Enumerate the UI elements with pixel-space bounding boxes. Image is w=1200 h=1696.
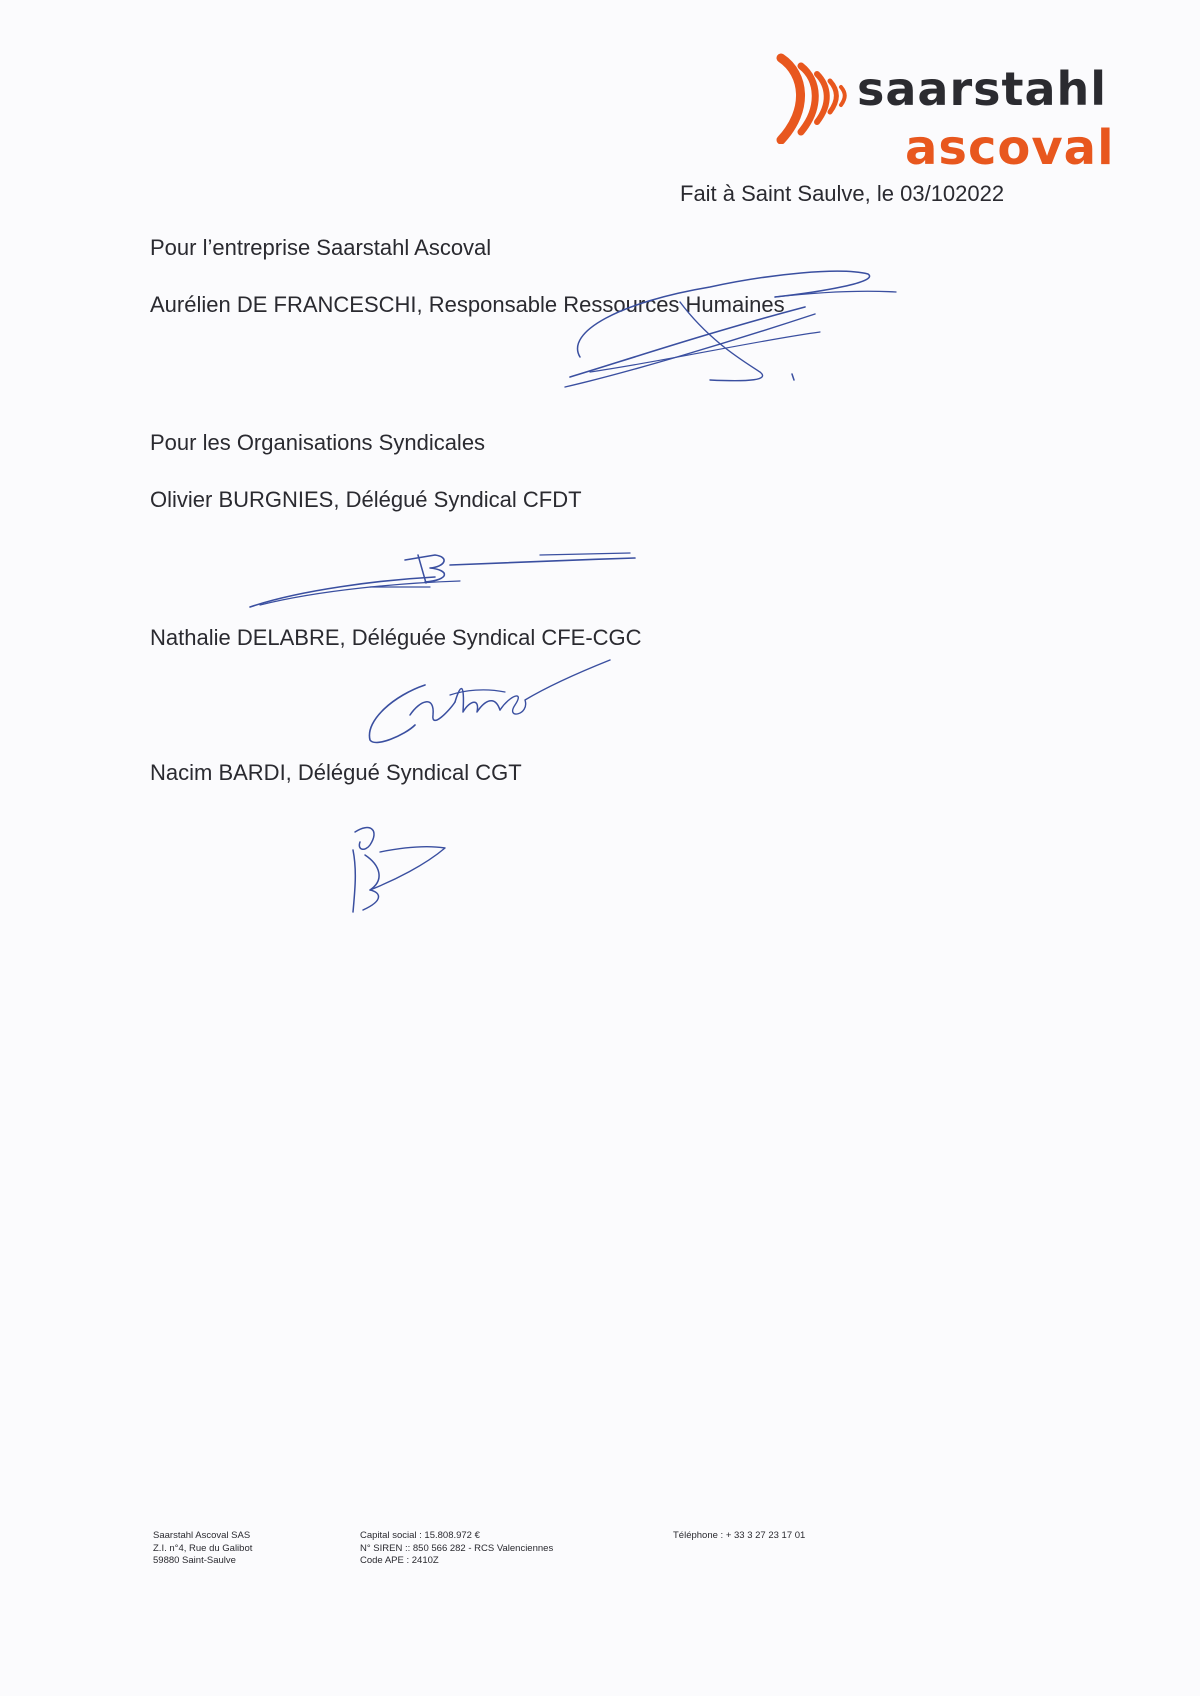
footer-address-line-2: 59880 Saint-Saulve <box>153 1555 236 1566</box>
signature-burgnies <box>240 535 650 615</box>
footer-company-name: Saarstahl Ascoval SAS <box>153 1530 251 1541</box>
footer-contact-block <box>673 1530 805 1543</box>
company-heading: Pour l’entreprise Saarstahl Ascoval <box>150 235 492 260</box>
logo-brand-line-1: saarstahl <box>857 62 1108 116</box>
company-signer: Aurélien DE FRANCESCHI, Responsable Ressources Humaines <box>150 292 785 317</box>
logo-brand-line-2: ascoval <box>905 120 1115 176</box>
footer-capital: Capital social : 15.808.972 € <box>360 1530 480 1541</box>
footer-address-line-1: Z.I. n°4, Rue du Galibot <box>153 1542 253 1554</box>
footer-ape-code: Code APE : 2410Z <box>360 1555 439 1566</box>
place-and-date: Fait à Saint Saulve, le 03/102022 <box>680 181 1005 206</box>
logo-chevron-icon <box>775 52 855 144</box>
union-signer-cfdt: Olivier BURGNIES, Délégué Syndical CFDT <box>150 487 582 512</box>
unions-heading: Pour les Organisations Syndicales <box>150 430 486 455</box>
signature-bardi <box>345 820 455 920</box>
union-signer-cfe-cgc: Nathalie DELABRE, Déléguée Syndical CFE-CGC <box>150 625 642 650</box>
footer-legal-block <box>360 1530 553 1568</box>
saarstahl-ascoval-logo <box>775 44 1115 184</box>
footer-siren: N° SIREN :: 850 566 282 - RCS Valenciennes <box>360 1542 554 1554</box>
union-signer-cgt: Nacim BARDI, Délégué Syndical CGT <box>150 760 522 785</box>
footer-phone: Téléphone : + 33 3 27 23 17 01 <box>673 1530 806 1541</box>
footer-company-block <box>153 1530 252 1568</box>
signature-delabre <box>355 640 615 750</box>
signature-de-franceschi <box>560 262 900 412</box>
